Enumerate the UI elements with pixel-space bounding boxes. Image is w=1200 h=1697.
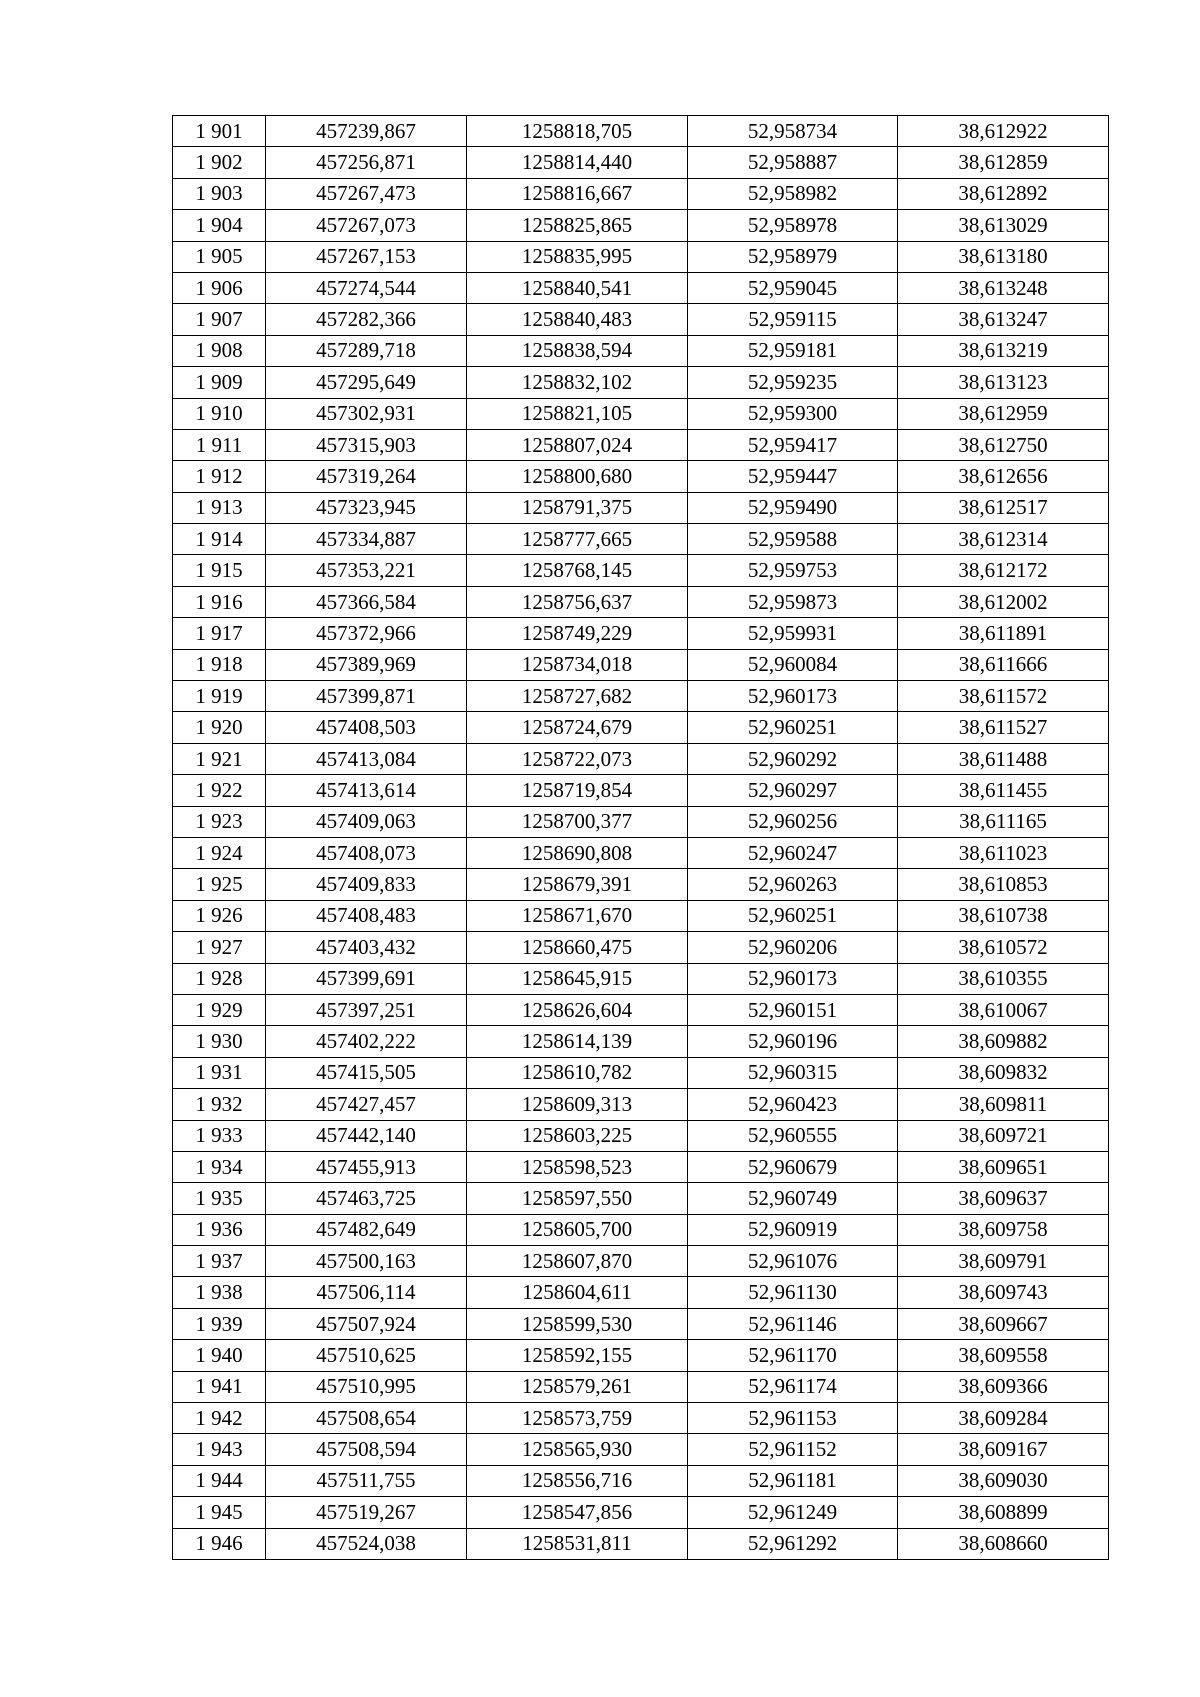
x-coordinate-cell: 457334,887 [266, 524, 467, 555]
longitude-cell: 38,609882 [898, 1026, 1109, 1057]
longitude-cell: 38,610355 [898, 963, 1109, 994]
x-coordinate-cell: 457408,503 [266, 712, 467, 743]
y-coordinate-cell: 1258547,856 [467, 1497, 688, 1528]
point-number-cell: 1 908 [173, 335, 266, 366]
table-row [173, 586, 1109, 617]
point-number-cell: 1 945 [173, 1497, 266, 1528]
y-coordinate-cell: 1258821,105 [467, 398, 688, 429]
x-coordinate-cell: 457519,267 [266, 1497, 467, 1528]
x-coordinate-cell: 457507,924 [266, 1308, 467, 1339]
y-coordinate-cell: 1258579,261 [467, 1371, 688, 1402]
point-number-cell: 1 942 [173, 1403, 266, 1434]
coordinates-table [172, 115, 1109, 1560]
point-number-cell: 1 914 [173, 524, 266, 555]
longitude-cell: 38,612859 [898, 147, 1109, 178]
table-row [173, 837, 1109, 868]
point-number-cell: 1 907 [173, 304, 266, 335]
table-row [173, 1497, 1109, 1528]
y-coordinate-cell: 1258603,225 [467, 1120, 688, 1151]
longitude-cell: 38,609811 [898, 1089, 1109, 1120]
point-number-cell: 1 927 [173, 932, 266, 963]
point-number-cell: 1 937 [173, 1246, 266, 1277]
table-row [173, 963, 1109, 994]
table-row [173, 806, 1109, 837]
longitude-cell: 38,609721 [898, 1120, 1109, 1151]
table-row [173, 932, 1109, 963]
table-row [173, 1057, 1109, 1088]
latitude-cell: 52,961153 [688, 1403, 898, 1434]
longitude-cell: 38,609832 [898, 1057, 1109, 1088]
point-number-cell: 1 940 [173, 1340, 266, 1371]
point-number-cell: 1 936 [173, 1214, 266, 1245]
x-coordinate-cell: 457463,725 [266, 1183, 467, 1214]
x-coordinate-cell: 457274,544 [266, 272, 467, 303]
y-coordinate-cell: 1258756,637 [467, 586, 688, 617]
latitude-cell: 52,960555 [688, 1120, 898, 1151]
y-coordinate-cell: 1258807,024 [467, 429, 688, 460]
point-number-cell: 1 924 [173, 837, 266, 868]
latitude-cell: 52,960749 [688, 1183, 898, 1214]
table-row [173, 335, 1109, 366]
latitude-cell: 52,960679 [688, 1151, 898, 1182]
latitude-cell: 52,958734 [688, 116, 898, 147]
point-number-cell: 1 923 [173, 806, 266, 837]
x-coordinate-cell: 457415,505 [266, 1057, 467, 1088]
latitude-cell: 52,960297 [688, 775, 898, 806]
x-coordinate-cell: 457399,871 [266, 681, 467, 712]
point-number-cell: 1 903 [173, 178, 266, 209]
x-coordinate-cell: 457482,649 [266, 1214, 467, 1245]
latitude-cell: 52,960173 [688, 963, 898, 994]
x-coordinate-cell: 457402,222 [266, 1026, 467, 1057]
y-coordinate-cell: 1258610,782 [467, 1057, 688, 1088]
table-row [173, 429, 1109, 460]
latitude-cell: 52,959115 [688, 304, 898, 335]
point-number-cell: 1 943 [173, 1434, 266, 1465]
x-coordinate-cell: 457239,867 [266, 116, 467, 147]
y-coordinate-cell: 1258592,155 [467, 1340, 688, 1371]
longitude-cell: 38,610738 [898, 900, 1109, 931]
longitude-cell: 38,612959 [898, 398, 1109, 429]
longitude-cell: 38,611666 [898, 649, 1109, 680]
longitude-cell: 38,610572 [898, 932, 1109, 963]
point-number-cell: 1 930 [173, 1026, 266, 1057]
longitude-cell: 38,611891 [898, 618, 1109, 649]
point-number-cell: 1 921 [173, 743, 266, 774]
latitude-cell: 52,960292 [688, 743, 898, 774]
y-coordinate-cell: 1258660,475 [467, 932, 688, 963]
y-coordinate-cell: 1258777,665 [467, 524, 688, 555]
point-number-cell: 1 913 [173, 492, 266, 523]
x-coordinate-cell: 457323,945 [266, 492, 467, 523]
y-coordinate-cell: 1258597,550 [467, 1183, 688, 1214]
longitude-cell: 38,613247 [898, 304, 1109, 335]
point-number-cell: 1 926 [173, 900, 266, 931]
table-row [173, 492, 1109, 523]
latitude-cell: 52,959588 [688, 524, 898, 555]
longitude-cell: 38,612002 [898, 586, 1109, 617]
point-number-cell: 1 901 [173, 116, 266, 147]
latitude-cell: 52,960251 [688, 900, 898, 931]
table-row [173, 1026, 1109, 1057]
y-coordinate-cell: 1258690,808 [467, 837, 688, 868]
x-coordinate-cell: 457508,654 [266, 1403, 467, 1434]
table-row [173, 1214, 1109, 1245]
point-number-cell: 1 938 [173, 1277, 266, 1308]
x-coordinate-cell: 457353,221 [266, 555, 467, 586]
x-coordinate-cell: 457403,432 [266, 932, 467, 963]
longitude-cell: 38,609284 [898, 1403, 1109, 1434]
longitude-cell: 38,609637 [898, 1183, 1109, 1214]
longitude-cell: 38,613180 [898, 241, 1109, 272]
y-coordinate-cell: 1258719,854 [467, 775, 688, 806]
y-coordinate-cell: 1258814,440 [467, 147, 688, 178]
table-row [173, 900, 1109, 931]
x-coordinate-cell: 457389,969 [266, 649, 467, 680]
longitude-cell: 38,613123 [898, 367, 1109, 398]
latitude-cell: 52,961076 [688, 1246, 898, 1277]
longitude-cell: 38,609791 [898, 1246, 1109, 1277]
longitude-cell: 38,610853 [898, 869, 1109, 900]
point-number-cell: 1 922 [173, 775, 266, 806]
latitude-cell: 52,959490 [688, 492, 898, 523]
y-coordinate-cell: 1258556,716 [467, 1465, 688, 1496]
x-coordinate-cell: 457413,084 [266, 743, 467, 774]
y-coordinate-cell: 1258838,594 [467, 335, 688, 366]
x-coordinate-cell: 457256,871 [266, 147, 467, 178]
point-number-cell: 1 933 [173, 1120, 266, 1151]
x-coordinate-cell: 457315,903 [266, 429, 467, 460]
x-coordinate-cell: 457302,931 [266, 398, 467, 429]
x-coordinate-cell: 457442,140 [266, 1120, 467, 1151]
longitude-cell: 38,612656 [898, 461, 1109, 492]
latitude-cell: 52,958887 [688, 147, 898, 178]
table-row [173, 1277, 1109, 1308]
latitude-cell: 52,959300 [688, 398, 898, 429]
x-coordinate-cell: 457510,625 [266, 1340, 467, 1371]
y-coordinate-cell: 1258573,759 [467, 1403, 688, 1434]
table-row [173, 272, 1109, 303]
latitude-cell: 52,960263 [688, 869, 898, 900]
x-coordinate-cell: 457295,649 [266, 367, 467, 398]
longitude-cell: 38,609651 [898, 1151, 1109, 1182]
latitude-cell: 52,958982 [688, 178, 898, 209]
longitude-cell: 38,609758 [898, 1214, 1109, 1245]
longitude-cell: 38,609366 [898, 1371, 1109, 1402]
point-number-cell: 1 935 [173, 1183, 266, 1214]
y-coordinate-cell: 1258599,530 [467, 1308, 688, 1339]
y-coordinate-cell: 1258605,700 [467, 1214, 688, 1245]
point-number-cell: 1 939 [173, 1308, 266, 1339]
latitude-cell: 52,961181 [688, 1465, 898, 1496]
longitude-cell: 38,611527 [898, 712, 1109, 743]
x-coordinate-cell: 457455,913 [266, 1151, 467, 1182]
table-row [173, 1465, 1109, 1496]
latitude-cell: 52,959873 [688, 586, 898, 617]
x-coordinate-cell: 457366,584 [266, 586, 467, 617]
point-number-cell: 1 912 [173, 461, 266, 492]
y-coordinate-cell: 1258734,018 [467, 649, 688, 680]
table-row [173, 1371, 1109, 1402]
longitude-cell: 38,612922 [898, 116, 1109, 147]
table-row [173, 994, 1109, 1025]
point-number-cell: 1 906 [173, 272, 266, 303]
x-coordinate-cell: 457267,473 [266, 178, 467, 209]
longitude-cell: 38,612750 [898, 429, 1109, 460]
y-coordinate-cell: 1258531,811 [467, 1528, 688, 1559]
x-coordinate-cell: 457267,073 [266, 210, 467, 241]
x-coordinate-cell: 457282,366 [266, 304, 467, 335]
longitude-cell: 38,612517 [898, 492, 1109, 523]
table-row [173, 1183, 1109, 1214]
latitude-cell: 52,960919 [688, 1214, 898, 1245]
point-number-cell: 1 941 [173, 1371, 266, 1402]
point-number-cell: 1 932 [173, 1089, 266, 1120]
latitude-cell: 52,960196 [688, 1026, 898, 1057]
table-row [173, 869, 1109, 900]
table-row [173, 649, 1109, 680]
point-number-cell: 1 916 [173, 586, 266, 617]
latitude-cell: 52,959045 [688, 272, 898, 303]
table-row [173, 743, 1109, 774]
x-coordinate-cell: 457289,718 [266, 335, 467, 366]
latitude-cell: 52,960315 [688, 1057, 898, 1088]
point-number-cell: 1 902 [173, 147, 266, 178]
longitude-cell: 38,609167 [898, 1434, 1109, 1465]
x-coordinate-cell: 457409,833 [266, 869, 467, 900]
table-row [173, 1151, 1109, 1182]
y-coordinate-cell: 1258840,483 [467, 304, 688, 335]
latitude-cell: 52,958979 [688, 241, 898, 272]
table-row [173, 178, 1109, 209]
table-row [173, 712, 1109, 743]
longitude-cell: 38,611572 [898, 681, 1109, 712]
table-row [173, 1528, 1109, 1559]
point-number-cell: 1 919 [173, 681, 266, 712]
table-row [173, 367, 1109, 398]
x-coordinate-cell: 457524,038 [266, 1528, 467, 1559]
longitude-cell: 38,611165 [898, 806, 1109, 837]
latitude-cell: 52,959235 [688, 367, 898, 398]
x-coordinate-cell: 457409,063 [266, 806, 467, 837]
point-number-cell: 1 946 [173, 1528, 266, 1559]
latitude-cell: 52,960423 [688, 1089, 898, 1120]
latitude-cell: 52,960206 [688, 932, 898, 963]
y-coordinate-cell: 1258724,679 [467, 712, 688, 743]
longitude-cell: 38,609030 [898, 1465, 1109, 1496]
longitude-cell: 38,612314 [898, 524, 1109, 555]
table-row [173, 1246, 1109, 1277]
y-coordinate-cell: 1258727,682 [467, 681, 688, 712]
table-row [173, 241, 1109, 272]
y-coordinate-cell: 1258800,680 [467, 461, 688, 492]
longitude-cell: 38,610067 [898, 994, 1109, 1025]
y-coordinate-cell: 1258816,667 [467, 178, 688, 209]
x-coordinate-cell: 457427,457 [266, 1089, 467, 1120]
table-row [173, 775, 1109, 806]
y-coordinate-cell: 1258645,915 [467, 963, 688, 994]
latitude-cell: 52,959931 [688, 618, 898, 649]
latitude-cell: 52,961152 [688, 1434, 898, 1465]
latitude-cell: 52,959753 [688, 555, 898, 586]
y-coordinate-cell: 1258835,995 [467, 241, 688, 272]
longitude-cell: 38,609667 [898, 1308, 1109, 1339]
longitude-cell: 38,608660 [898, 1528, 1109, 1559]
longitude-cell: 38,611023 [898, 837, 1109, 868]
point-number-cell: 1 934 [173, 1151, 266, 1182]
point-number-cell: 1 944 [173, 1465, 266, 1496]
table-row [173, 1403, 1109, 1434]
y-coordinate-cell: 1258626,604 [467, 994, 688, 1025]
latitude-cell: 52,960247 [688, 837, 898, 868]
latitude-cell: 52,960084 [688, 649, 898, 680]
x-coordinate-cell: 457408,073 [266, 837, 467, 868]
latitude-cell: 52,958978 [688, 210, 898, 241]
y-coordinate-cell: 1258768,145 [467, 555, 688, 586]
y-coordinate-cell: 1258791,375 [467, 492, 688, 523]
x-coordinate-cell: 457511,755 [266, 1465, 467, 1496]
x-coordinate-cell: 457372,966 [266, 618, 467, 649]
longitude-cell: 38,612892 [898, 178, 1109, 209]
longitude-cell: 38,612172 [898, 555, 1109, 586]
x-coordinate-cell: 457510,995 [266, 1371, 467, 1402]
y-coordinate-cell: 1258722,073 [467, 743, 688, 774]
point-number-cell: 1 910 [173, 398, 266, 429]
table-row [173, 618, 1109, 649]
point-number-cell: 1 909 [173, 367, 266, 398]
table-row [173, 304, 1109, 335]
table-row [173, 524, 1109, 555]
y-coordinate-cell: 1258840,541 [467, 272, 688, 303]
point-number-cell: 1 918 [173, 649, 266, 680]
table-row [173, 398, 1109, 429]
table-row [173, 1089, 1109, 1120]
table-row [173, 1434, 1109, 1465]
longitude-cell: 38,609558 [898, 1340, 1109, 1371]
y-coordinate-cell: 1258825,865 [467, 210, 688, 241]
x-coordinate-cell: 457399,691 [266, 963, 467, 994]
point-number-cell: 1 904 [173, 210, 266, 241]
latitude-cell: 52,960251 [688, 712, 898, 743]
y-coordinate-cell: 1258679,391 [467, 869, 688, 900]
y-coordinate-cell: 1258818,705 [467, 116, 688, 147]
latitude-cell: 52,961292 [688, 1528, 898, 1559]
y-coordinate-cell: 1258671,670 [467, 900, 688, 931]
table-row [173, 147, 1109, 178]
x-coordinate-cell: 457319,264 [266, 461, 467, 492]
latitude-cell: 52,961249 [688, 1497, 898, 1528]
y-coordinate-cell: 1258598,523 [467, 1151, 688, 1182]
y-coordinate-cell: 1258607,870 [467, 1246, 688, 1277]
point-number-cell: 1 928 [173, 963, 266, 994]
latitude-cell: 52,960256 [688, 806, 898, 837]
point-number-cell: 1 917 [173, 618, 266, 649]
longitude-cell: 38,611455 [898, 775, 1109, 806]
longitude-cell: 38,608899 [898, 1497, 1109, 1528]
longitude-cell: 38,611488 [898, 743, 1109, 774]
table-row [173, 116, 1109, 147]
x-coordinate-cell: 457267,153 [266, 241, 467, 272]
latitude-cell: 52,960173 [688, 681, 898, 712]
coordinates-table-body [173, 116, 1109, 1560]
table-row [173, 555, 1109, 586]
x-coordinate-cell: 457413,614 [266, 775, 467, 806]
y-coordinate-cell: 1258749,229 [467, 618, 688, 649]
latitude-cell: 52,961146 [688, 1308, 898, 1339]
table-row [173, 1308, 1109, 1339]
longitude-cell: 38,613248 [898, 272, 1109, 303]
latitude-cell: 52,959417 [688, 429, 898, 460]
point-number-cell: 1 925 [173, 869, 266, 900]
y-coordinate-cell: 1258614,139 [467, 1026, 688, 1057]
longitude-cell: 38,613219 [898, 335, 1109, 366]
x-coordinate-cell: 457397,251 [266, 994, 467, 1025]
y-coordinate-cell: 1258832,102 [467, 367, 688, 398]
longitude-cell: 38,613029 [898, 210, 1109, 241]
table-row [173, 1120, 1109, 1151]
longitude-cell: 38,609743 [898, 1277, 1109, 1308]
point-number-cell: 1 920 [173, 712, 266, 743]
x-coordinate-cell: 457506,114 [266, 1277, 467, 1308]
point-number-cell: 1 929 [173, 994, 266, 1025]
point-number-cell: 1 931 [173, 1057, 266, 1088]
latitude-cell: 52,961130 [688, 1277, 898, 1308]
latitude-cell: 52,960151 [688, 994, 898, 1025]
latitude-cell: 52,959447 [688, 461, 898, 492]
latitude-cell: 52,961170 [688, 1340, 898, 1371]
y-coordinate-cell: 1258565,930 [467, 1434, 688, 1465]
x-coordinate-cell: 457500,163 [266, 1246, 467, 1277]
y-coordinate-cell: 1258609,313 [467, 1089, 688, 1120]
x-coordinate-cell: 457508,594 [266, 1434, 467, 1465]
table-row [173, 681, 1109, 712]
y-coordinate-cell: 1258604,611 [467, 1277, 688, 1308]
point-number-cell: 1 911 [173, 429, 266, 460]
latitude-cell: 52,959181 [688, 335, 898, 366]
x-coordinate-cell: 457408,483 [266, 900, 467, 931]
table-row [173, 1340, 1109, 1371]
point-number-cell: 1 915 [173, 555, 266, 586]
table-row [173, 210, 1109, 241]
y-coordinate-cell: 1258700,377 [467, 806, 688, 837]
point-number-cell: 1 905 [173, 241, 266, 272]
table-row [173, 461, 1109, 492]
latitude-cell: 52,961174 [688, 1371, 898, 1402]
